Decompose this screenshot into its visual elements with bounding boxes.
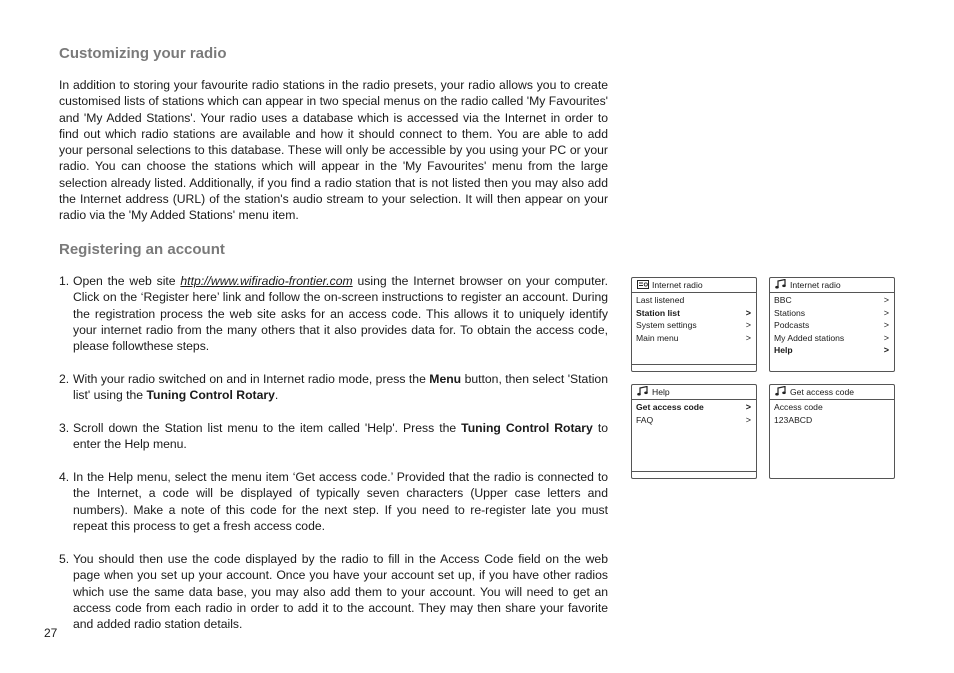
screen-bottom-bar [632, 364, 756, 365]
menu-button-term: Menu [429, 372, 462, 386]
menu-item-get-access-code: Get access code > [636, 402, 751, 412]
menu-item-stations: Stations > [774, 307, 889, 318]
radio-screen-help [631, 384, 757, 479]
radio-icon [637, 280, 649, 291]
step-number: 1. [59, 274, 70, 288]
step-1: 1. Open the web site http://www.wifiradio-frontier.com using the Internet browser on your computer. Click on the ‘Register here’ link and follow the on-screen instructions to register an account. During the registration process the web site asks for an access code. This allows it to uniquely identify your internet radio from the many others that it also provides data for. To obtain the access code, please followthese steps. [59, 274, 609, 354]
step-number: 2. [59, 372, 70, 386]
screen-title-bar [770, 278, 894, 293]
menu-item-my-added-stations: My Added stations > [774, 332, 889, 343]
step-3: 3. Scroll down the Station list menu to the item called 'Help'. Press the Tuning Control Rotary to enter the Help menu. [59, 421, 609, 452]
screen-title: Help [652, 387, 670, 397]
music-note-icon [775, 386, 787, 398]
rotary-term: Tuning Control Rotary [146, 388, 275, 403]
step-5: 5. You should then use the code displayed by the radio to fill in the Access Code field on the web page when you set up your account. Once you have your account set up, if you have other radios which use the same data base, you may also add them to your account. You will need to get an access code from each radio in order to add it to the account. They may then share your favorite and added radio station details. [59, 552, 608, 632]
intro-paragraph: In addition to storing your favourite radio stations in the radio presets, your radio allows you to create customised lists of stations which can appear in two special menus on the radio called 'My Favourites' and 'My Added Stations'. Your radio uses a database which is accessed via the Internet in order to find out which radio stations are available and how it should connect to them. You are able to add your personal selections to this database. These will only be accessible by you using your PC or your radio. You can choose the stations which will appear in the 'My Favourites' menu from the large selection already listed. Additionally, if you find a radio station that is not listed then you may also add the Internet address (URL) of the station's audio stream to your selection. It will then appear on your radio via the 'My Added Stations' menu item. [59, 78, 608, 223]
music-note-icon [637, 386, 649, 398]
music-note-icon [775, 279, 787, 291]
menu-item-bbc: BBC > [774, 295, 889, 305]
step-number: 4. [59, 470, 70, 484]
section-heading-customizing: Customizing your radio [59, 45, 227, 62]
menu-item-last-listened: Last listened [636, 295, 685, 305]
menu-item-faq: FAQ > [636, 414, 751, 425]
radio-screen-access-code [769, 384, 895, 479]
step-number: 5. [59, 552, 70, 566]
access-code-label: Access code [774, 402, 823, 412]
menu-item-podcasts: Podcasts > [774, 320, 889, 331]
step-4: 4. In the Help menu, select the menu item ‘Get access code.’ Provided that the radio is connected to the Internet, a code will be displayed of typically seven characters (Upper case letters and numbers). Make a note of this code for the next step. If you need to re-register late you must repeat this process to get a fresh access code. [59, 470, 608, 533]
page-number: 27 [44, 626, 58, 640]
menu-item-station-list: Station list > [636, 307, 751, 318]
screen-title-bar [770, 385, 894, 400]
screen-bottom-bar [632, 471, 756, 472]
screen-title-bar [632, 385, 756, 400]
website-link[interactable]: http://www.wifiradio-frontier.com [180, 274, 353, 288]
section-heading-registering: Registering an account [59, 241, 225, 258]
step-2: 2. With your radio switched on and in Internet radio mode, press the Menu button, then select 'Station list' using the Tuning Control Rotary. [59, 372, 608, 403]
radio-screen-station-list [769, 277, 895, 372]
screen-title: Internet radio [652, 280, 703, 290]
step-number: 3. [59, 421, 70, 435]
menu-item-main-menu: Main menu > [636, 332, 751, 343]
menu-item-system-settings: System settings > [636, 320, 751, 331]
radio-screen-internet-radio-menu [631, 277, 757, 372]
rotary-term: Tuning Control Rotary [461, 421, 593, 435]
menu-item-help: Help > [774, 345, 889, 356]
screen-title: Get access code [790, 387, 855, 397]
screen-title: Internet radio [790, 280, 841, 290]
screen-title-bar [632, 278, 756, 293]
access-code-value: 123ABCD [774, 414, 813, 425]
